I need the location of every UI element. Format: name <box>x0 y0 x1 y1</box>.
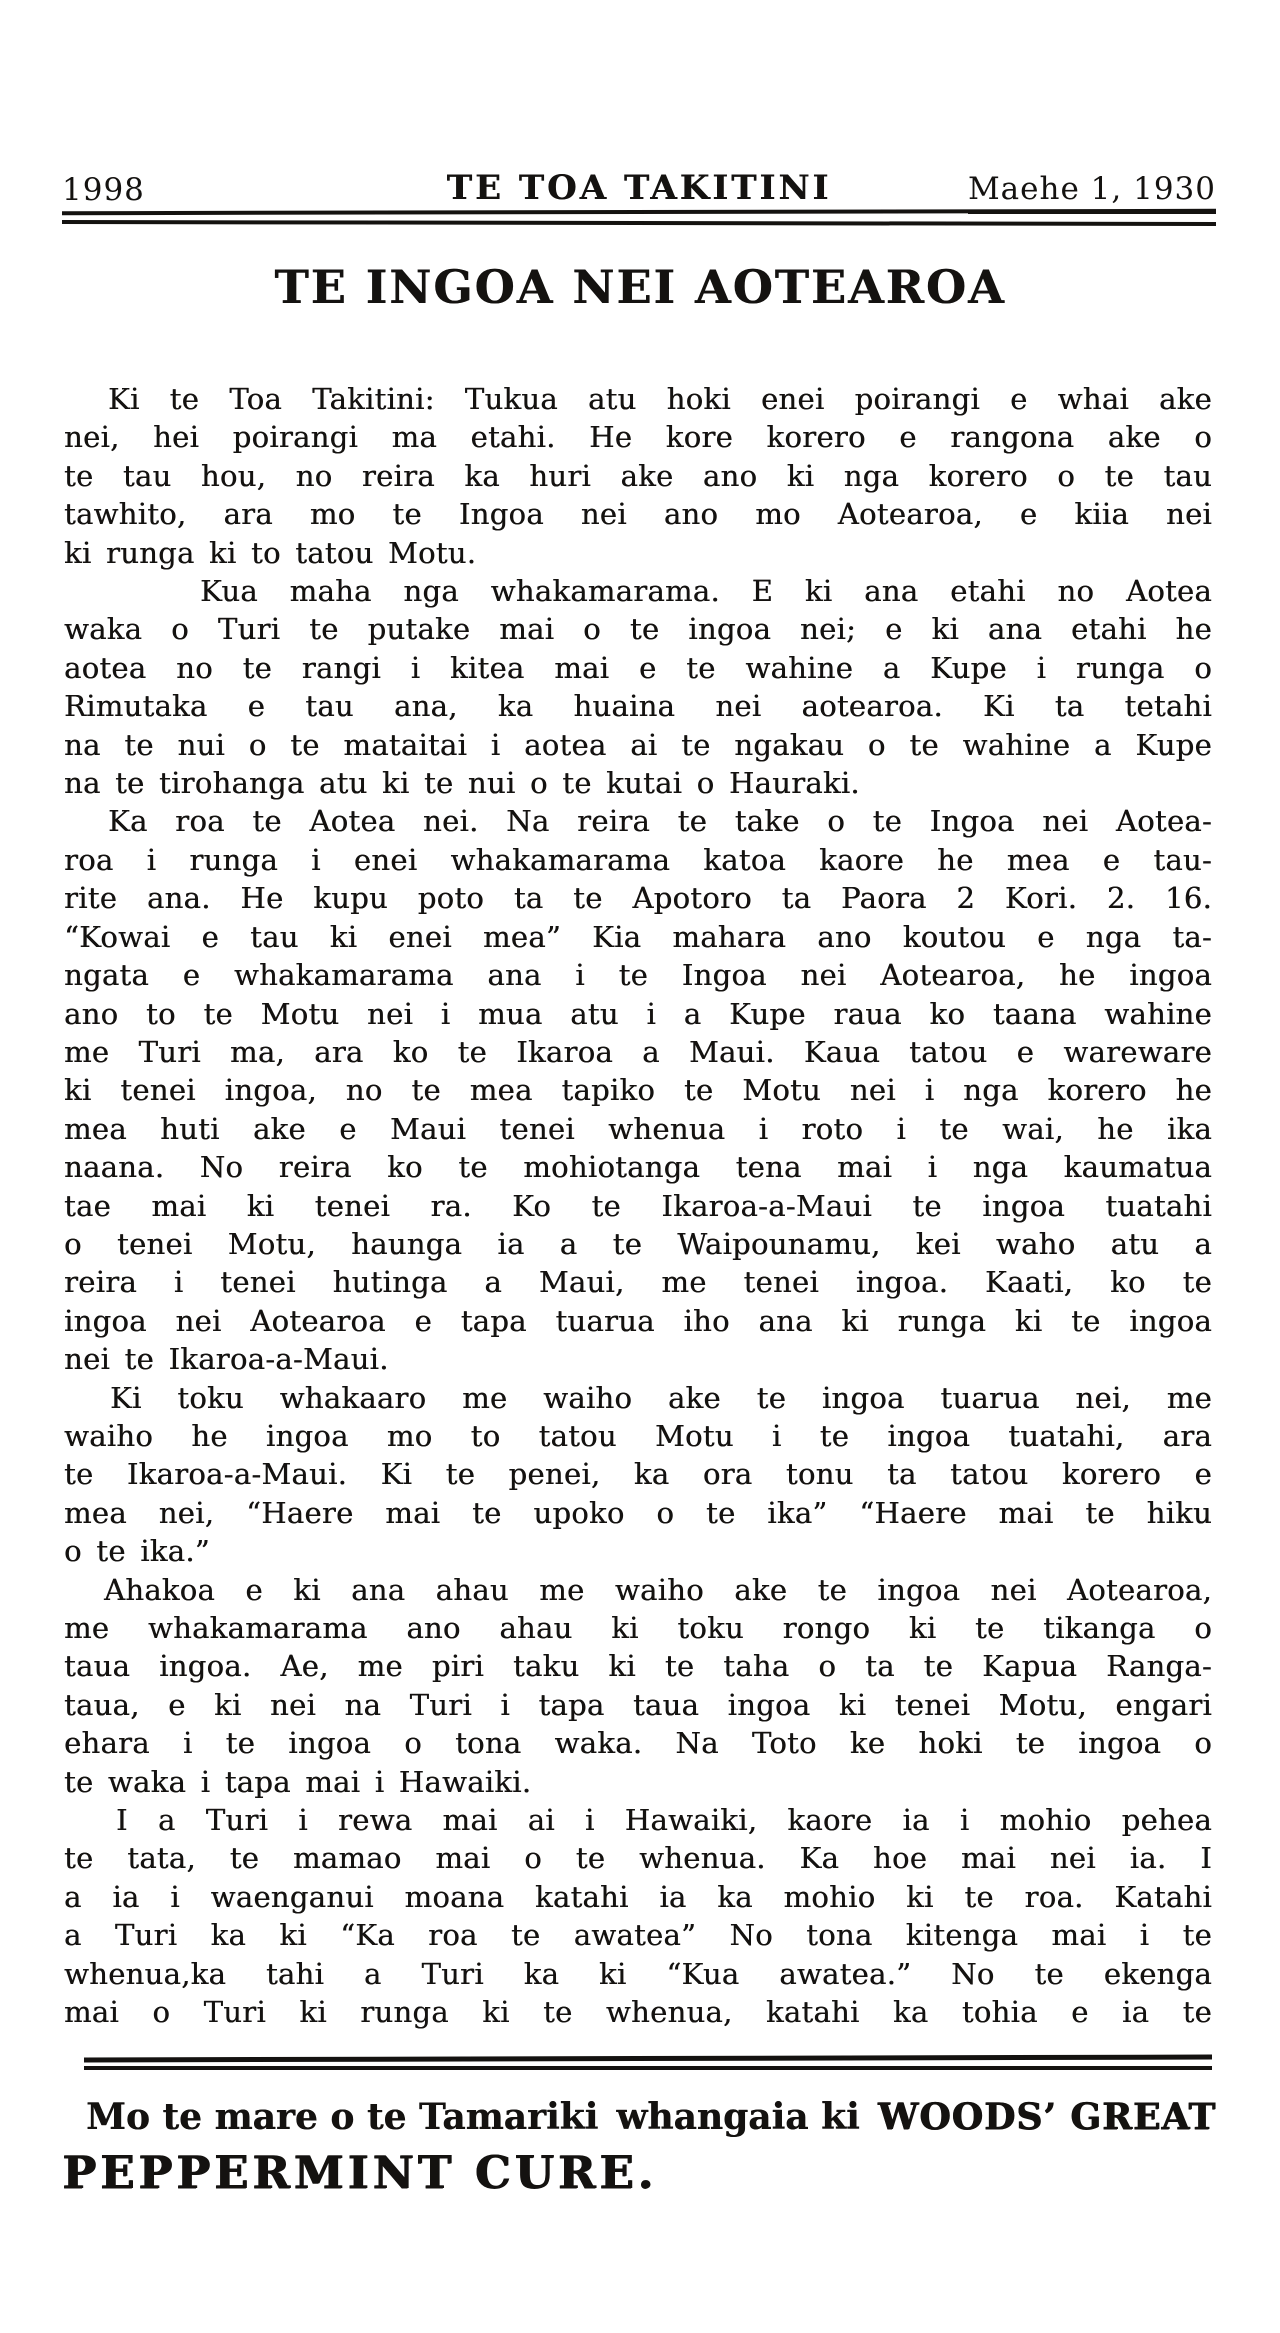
article-line-p2-l0: Ka roa te Aotea nei. Na reira te take o te Ingoa nei Aotea- <box>108 804 1212 839</box>
article-line-p0-l1: nei, hei poirangi ma etahi. He kore korero e rangona ake o <box>64 420 1212 455</box>
advert-footer <box>62 2096 1216 2199</box>
article-line-p5-l5: mai o Turi ki runga ki te whenua, katahi ka tohia e ia te <box>64 1995 1212 2030</box>
article-line-p2-l8: mea huti ake e Maui tenei whenua i roto i te wai, he ika <box>64 1111 1212 1146</box>
article-line-p2-l13: ingoa nei Aotearoa e tapa tuarua iho ana ki runga ki te ingoa <box>64 1303 1212 1338</box>
article-line-p2-l1: roa i runga i enei whakamarama katoa kaore he mea e tau- <box>64 842 1212 877</box>
article-line-p5-l3: a Turi ka ki “Ka roa te awatea” No tona kitenga mai i te <box>64 1918 1212 1953</box>
article-line-p3-l3: mea nei, “Haere mai te upoko o te ika” “Haere mai te hiku <box>64 1495 1212 1530</box>
article-line-p0-l3: tawhito, ara mo te Ingoa nei ano mo Aotearoa, e kiia nei <box>64 497 1212 532</box>
article-line-p3-l1: waiho he ingoa mo to tatou Motu i te ingoa tuatahi, ara <box>64 1418 1212 1453</box>
article-line-p5-l4: whenua,ka tahi a Turi ka ki “Kua awatea.” No te ekenga <box>64 1956 1212 1991</box>
article-line-p5-l1: te tata, te mamao mai o te whenua. Ka hoe mai nei ia. I <box>64 1841 1212 1876</box>
rule-line <box>84 2055 1212 2063</box>
page-header <box>62 164 1216 208</box>
article-line-p2-l4: ngata e whakamarama ana i te Ingoa nei Aotearoa, he ingoa <box>64 958 1212 993</box>
advert-brand-bottom: PEPPERMINT CURE. <box>62 2146 658 2199</box>
advert-text-mid: whangaia ki <box>616 2096 860 2138</box>
advert-brand-top: WOODS’ GREAT <box>877 2096 1216 2138</box>
article-line-p4-l1: me whakamarama ano ahau ki toku rongo ki te tikanga o <box>64 1611 1212 1645</box>
article-line-p0-l4: ki runga ki to tatou Motu. <box>64 535 477 570</box>
article-line-p4-l3: taua, e ki nei na Turi i tapa taua ingoa ki tenei Motu, engari <box>64 1687 1212 1722</box>
masthead-title: TE TOA TAKITINI <box>446 168 832 208</box>
issue-date: Maehe 1, 1930 <box>968 171 1216 214</box>
article-line-p3-l4: o te ika.” <box>64 1534 210 1569</box>
page-number: 1998 <box>62 172 145 208</box>
article-line-p3-l2: te Ikaroa-a-Maui. Ki te penei, ka ora tonu ta tatou korero e <box>64 1457 1212 1492</box>
article-line-p2-l3: “Kowai e tau ki enei mea” Kia mahara ano koutou e nga ta- <box>64 919 1212 954</box>
article-line-p2-l9: naana. No reira ko te mohiotanga tena mai i nga kaumatua <box>64 1150 1212 1185</box>
article-line-p4-l5: te waka i tapa mai i Hawaiki. <box>64 1764 532 1799</box>
article-line-p5-l0: I a Turi i rewa mai ai i Hawaiki, kaore ia i mohio pehea <box>116 1803 1212 1838</box>
article-line-p1-l5: na te tirohanga atu ki te nui o te kutai o Hauraki. <box>64 766 860 801</box>
article-line-p1-l0: Kua maha nga whakamarama. E ki ana etahi no Aotea <box>200 574 1212 609</box>
article-line-p1-l2: aotea no te rangi i kitea mai e te wahine a Kupe i runga o <box>64 650 1212 685</box>
article-line-p2-l11: o tenei Motu, haunga ia a te Waipounamu, kei waho atu a <box>64 1226 1212 1261</box>
article-line-p4-l4: ehara i te ingoa o tona waka. Na Toto ke hoki te ingoa o <box>64 1726 1212 1761</box>
article-title: TE INGOA NEI AOTEAROA <box>274 260 1006 314</box>
header-double-rule <box>62 210 1216 225</box>
article-line-p2-l6: me Turi ma, ara ko te Ikaroa a Maui. Kaua tatou e wareware <box>64 1034 1212 1069</box>
advert-line-1 <box>62 2096 1216 2138</box>
article-line-p2-l14: nei te Ikaroa-a-Maui. <box>64 1342 389 1377</box>
article-line-p1-l1: waka o Turi te putake mai o te ingoa nei; e ki ana etahi he <box>64 612 1212 647</box>
article-line-p3-l0: Ki toku whakaaro me waiho ake te ingoa tuarua nei, me <box>110 1380 1212 1415</box>
article-line-p2-l5: ano to te Motu nei i mua atu i a Kupe raua ko taana wahine <box>64 996 1212 1031</box>
article-line-p4-l2: taua ingoa. Ae, me piri taku ki te taha o ta te Kapua Ranga- <box>64 1649 1212 1684</box>
article-line-p0-l2: te tau hou, no reira ka huri ake ano ki nga korero o te tau <box>64 458 1212 493</box>
rule-line <box>62 220 1216 226</box>
footer-double-rule <box>84 2056 1212 2070</box>
article-line-p1-l3: Rimutaka e tau ana, ka huaina nei aotearoa. Ki ta tetahi <box>64 689 1212 724</box>
article-line-p2-l10: tae mai ki tenei ra. Ko te Ikaroa-a-Maui te ingoa tuatahi <box>64 1188 1212 1223</box>
article-line-p4-l0: Ahakoa e ki ana ahau me waiho ake te ingoa nei Aotearoa, <box>104 1572 1212 1607</box>
article-line-p2-l7: ki tenei ingoa, no te mea tapiko te Motu nei i nga korero he <box>64 1073 1212 1108</box>
article-line-p2-l12: reira i tenei hutinga a Maui, me tenei ingoa. Kaati, ko te <box>64 1265 1212 1300</box>
article-line-p2-l2: rite ana. He kupu poto ta te Apotoro ta Paora 2 Kori. 2. 16. <box>64 881 1212 916</box>
advert-text-lead: Mo te mare o te Tamariki <box>86 2096 599 2138</box>
article-line-p1-l4: na te nui o te mataitai i aotea ai te ngakau o te wahine a Kupe <box>64 727 1212 762</box>
article-line-p0-l0: Ki te Toa Takitini: Tukua atu hoki enei poirangi e whai ake <box>108 382 1212 416</box>
article-body <box>64 380 1212 2031</box>
article-line-p5-l2: a ia i waenganui moana katahi ia ka mohio ki te roa. Katahi <box>64 1879 1212 1914</box>
rule-line <box>62 209 1216 215</box>
rule-line <box>84 2066 1212 2070</box>
